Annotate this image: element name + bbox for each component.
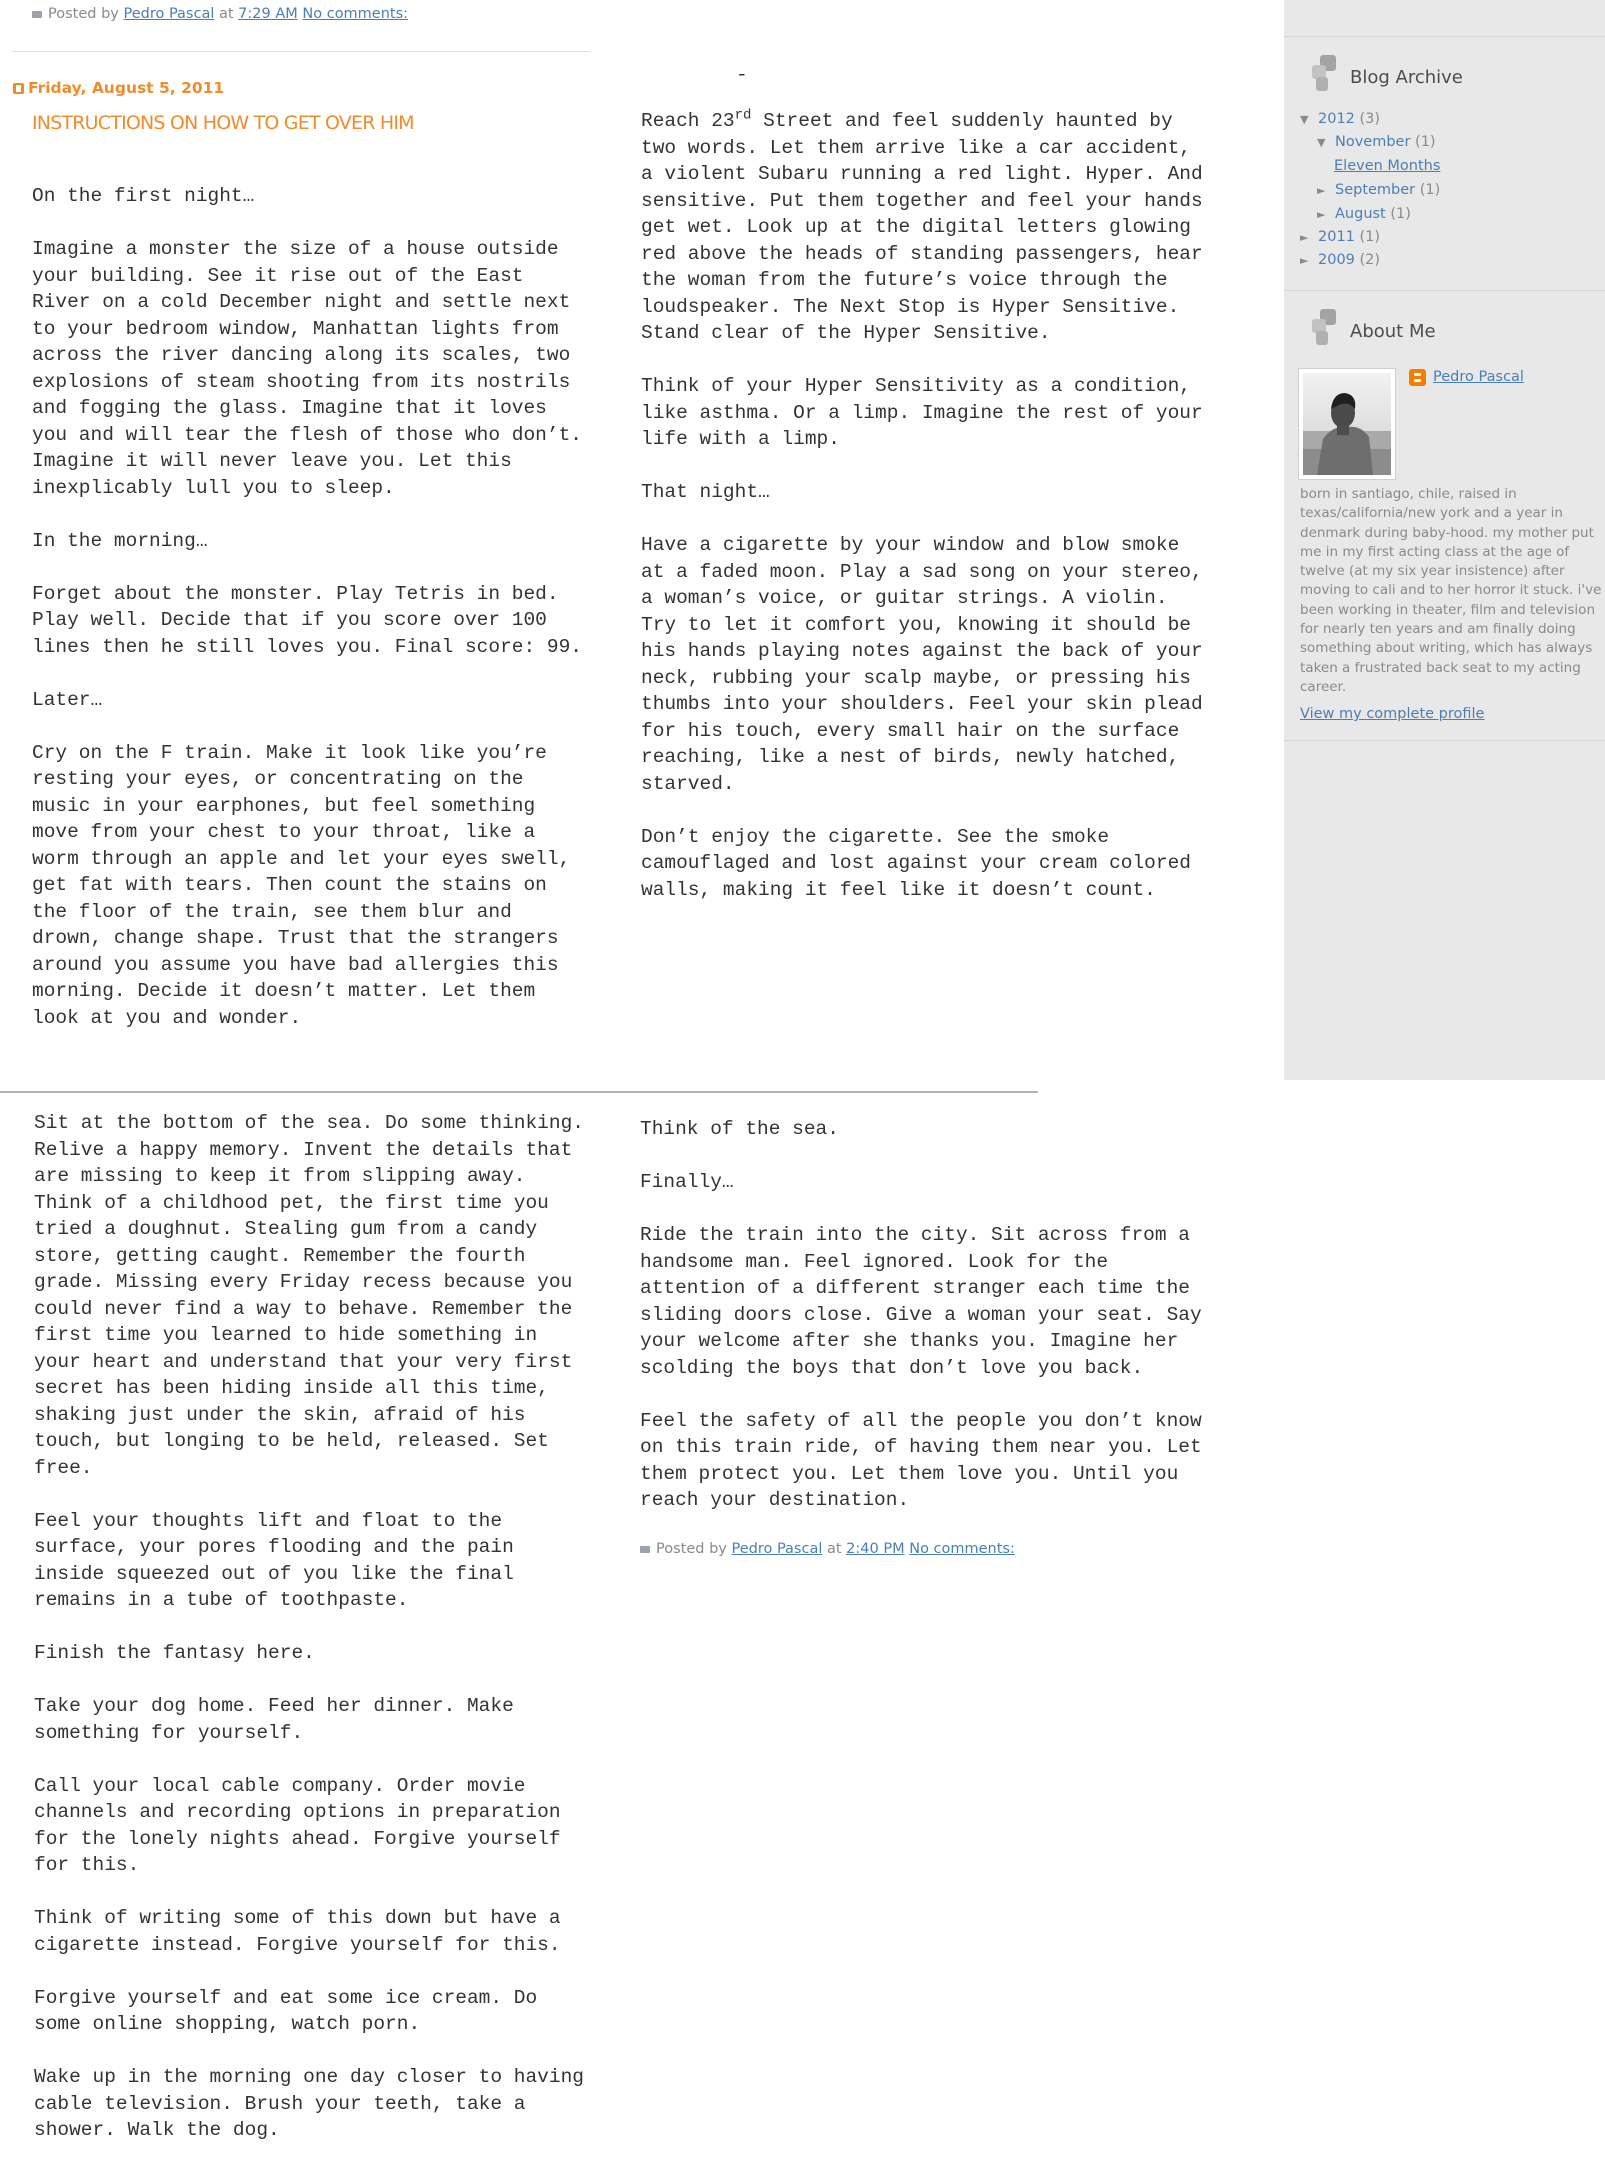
post-body-col2-bottom [640,1116,1205,1514]
profile-bio: born in santiago, chile, raised in texas/california/new york and a year in denmark during baby-hood. my mother put me in my first acting class at the age of twelve (at my six year insistence) after moving to cali and to her horror it stuck. i've been working in theater, film and television for nearly ten years and am finally doing something about writing, which has always taken a frustrated back seat to my acting career. [1300,486,1602,695]
expand-toggle-icon: ► [1300,231,1309,244]
paragraph: Finish the fantasy here. [34,1642,315,1664]
paragraph: Later… [32,688,103,711]
paragraph: Feel the safety of all the people you don’t know on this train ride, of having them near you. Let them protect you. Let them love you. Until you reach your destination. [640,1409,1202,1511]
paragraph: Cry on the F train. Make it look like you’re resting your eyes, or concentrating on the music in your earphones, but feel something move from your chest to your throat, like a worm through an apple and let your eyes swell, get fat with tears. Then count the stains on the floor of the train, see them blur and drown, change shape. Trust that the strangers around you assume you have bad allergies this morning. Decide it doesn’t matter. Let them look at you and wonder. [32,741,571,1029]
paragraph: Have a cigarette by your window and blow smoke at a faded moon. Play a sad song on your stereo, a woman’s voice, or guitar strings. A violin. Try to let it comfort you, knowing it should be his hands playing notes against the back of your neck, rubbing your scalp maybe, or pressing his thumbs into your shoulders. Feel your skin plead for his touch, every small hair on the surface reaching, like a nest of birds, newly hatched, starved. [641,534,1203,795]
paragraph: Sit at the bottom of the sea. Do some thinking. Relive a happy memory. Invent the details that are missing to keep it from slipping away. Think of a childhood pet, the first time you tried a doughnut. Stealing gum from a candy store, getting caught. Remember the fourth grade. Missing every Friday recess because you could never find a way to behave. Remember the first time you learned to hide something in your heart and understand that your very first secret has been hiding inside all this time, shaking just under the skin, afraid of his touch, but longing to be held, released. Set free. [34,1112,584,1479]
paragraph: Call your local cable company. Order movie channels and recording options in preparation for the lonely nights ahead. Forgive yourself for this. [34,1774,561,1876]
post-footer-top: Posted by Pedro Pascal at 7:29 AM No comments: [32,6,408,22]
archive-month-august[interactable]: ► August (1) [1317,206,1411,222]
paragraph: On the first night… [32,185,255,207]
separator-dash: - [736,64,748,86]
expand-toggle-icon: ► [1300,254,1309,267]
author-link[interactable]: Pedro Pascal [731,1541,823,1557]
sidebar [1284,0,1605,1080]
comments-link[interactable]: No comments: [909,1541,1015,1557]
archive-year-2009[interactable]: ► 2009 (2) [1300,252,1381,268]
post-body-col2-top [641,108,1206,930]
archive-month-november[interactable]: ▼ November (1) [1317,134,1436,150]
paragraph: In the morning… [32,529,208,552]
expand-toggle-icon: ► [1317,208,1326,221]
paragraph: Think of your Hyper Sensitivity as a condition, like asthma. Or a limp. Imagine the rest of your life with a limp. [641,375,1203,450]
paragraph: Forgive yourself and eat some ice cream. Do some online shopping, watch porn. [34,1986,538,2035]
post-icon [640,1546,650,1553]
archive-year-2011[interactable]: ► 2011 (1) [1300,229,1381,245]
archive-month-september[interactable]: ► September (1) [1317,182,1441,198]
paragraph: Take your dog home. Feed her dinner. Make something for yourself. [34,1695,514,1744]
author-link[interactable]: Pedro Pascal [123,6,215,22]
paragraph: Reach 23rd Street and feel suddenly haunted by two words. Let them arrive like a car accident, a violent Subaru running a red light. Hyper. And sensitive. Put them together and feel your hands get wet. Look up at the digital letters glowing red above the heads of standing passengers, hear the woman from the future’s voice through the loudspeaker. The Next Stop is Hyper Sensitive. Stand clear of the Hyper Sensitive. [641,107,1203,344]
expand-toggle-icon: ► [1317,184,1326,197]
paragraph: Feel your thoughts lift and float to the surface, your pores flooding and the pain inside squeezed out of you like the final remains in a tube of toothpaste. [34,1509,514,1611]
date-icon [13,83,24,94]
post-time-link[interactable]: 2:40 PM [846,1541,905,1557]
about-me-icon [1312,309,1338,347]
post-title: INSTRUCTIONS ON HOW TO GET OVER HIM [32,112,414,134]
section-divider [0,1091,1038,1093]
post-footer: Posted by Pedro Pascal at 2:40 PM No comments: [640,1541,1015,1557]
paragraph: Finally… [640,1171,734,1193]
expand-toggle-icon: ▼ [1317,136,1326,149]
post-body-col1-top [32,183,592,1058]
paragraph: Don’t enjoy the cigarette. See the smoke camouflaged and lost against your cream colored walls, making it feel like it doesn’t count. [641,825,1191,901]
paragraph: That night… [641,481,770,503]
post-icon [32,11,42,18]
paragraph: Forget about the monster. Play Tetris in bed. Play well. Decide that if you score over 100 lines then he still loves you. Final score: 99. [32,582,582,658]
paragraph: Ride the train into the city. Sit across from a handsome man. Feel ignored. Look for the attention of a different stranger each time the sliding doors close. Give a woman your seat. Say your welcome after she thanks you. Imagine her scolding the boys that don’t love you back. [640,1224,1202,1379]
post-divider [12,51,590,52]
paragraph: Think of the sea. [640,1118,839,1140]
post-body-col1-bottom [34,1110,594,2170]
archive-post-eleven-months[interactable]: Eleven Months [1334,158,1441,174]
date-header: Friday, August 5, 2011 [13,79,224,97]
blogger-icon [1409,369,1426,386]
paragraph: Wake up in the morning one day closer to having cable television. Brush your teeth, take a shower. Walk the dog. [34,2066,584,2141]
view-profile-link[interactable]: View my complete profile [1300,706,1485,722]
profile-photo[interactable] [1298,368,1396,480]
archive-year-2012[interactable]: ▼ 2012 (3) [1300,111,1381,127]
paragraph: Think of writing some of this down but have a cigarette instead. Forgive yourself for this. [34,1907,561,1956]
paragraph: Imagine a monster the size of a house outside your building. See it rise out of the East River on a cold December night and settle next to your bedroom window, Manhattan lights from across the river dancing along its scales, two explosions of steam shooting from its nostrils and fogging the glass. Imagine that it loves you and will tear the flesh of those who don’t. Imagine it will never leave you. Let this inexplicably lull you to sleep. [32,238,582,499]
about-me-title: About Me [1350,321,1436,342]
comments-link[interactable]: No comments: [302,6,409,22]
post-time-link[interactable]: 7:29 AM [238,6,298,22]
expand-toggle-icon: ▼ [1300,113,1309,126]
profile-name-link[interactable]: Pedro Pascal [1433,369,1524,385]
blog-archive-title: Blog Archive [1350,67,1463,88]
blog-archive-icon [1312,55,1338,93]
